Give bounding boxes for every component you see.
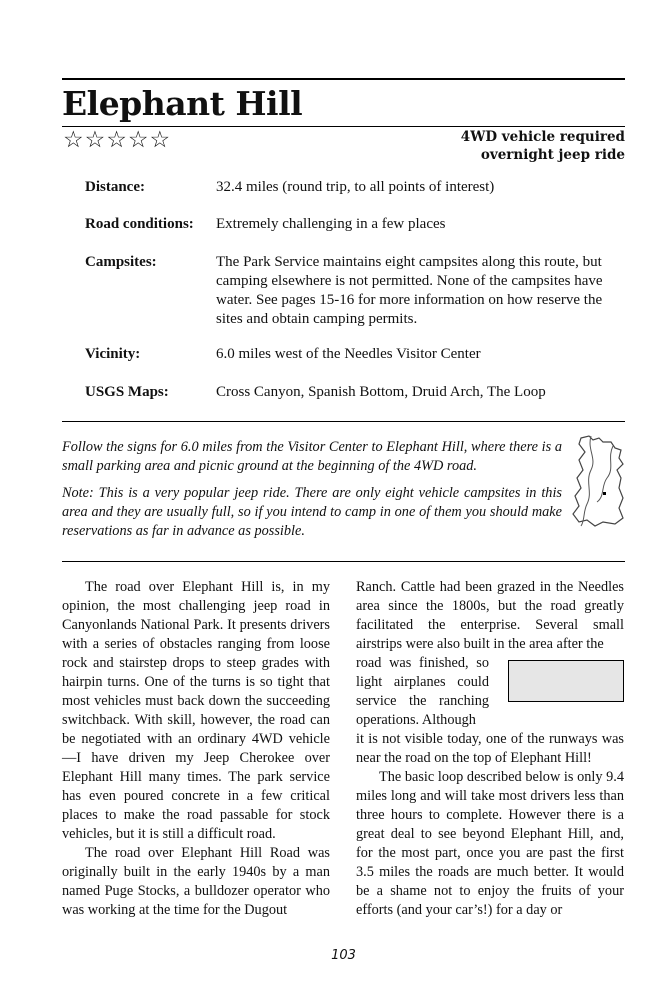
body-paragraph: The basic loop described below is only 9.4 miles long and will take most drivers less than three hours to complete. However there is a great deal to see beyond Elephant Hill, and, for the most part, once you are past the first 3.5 miles the roads are much better. It would be a shame not to enjoy the fruits of your efforts (and your car’s!) for a day or [356, 769, 624, 918]
body-text-wrapped [356, 654, 489, 730]
figure-placeholder [508, 660, 624, 702]
info-value: Cross Canyon, Spanish Bottom, Druid Arch, The Loop [216, 384, 546, 400]
requirement-line: 4WD vehicle required [460, 129, 625, 145]
note-text: Note: This is a very popular jeep ride. There are only eight vehicle campsites in this area and they are usually full, so if you intend to camp in one of them you should make reservations as far in advance as possible. [62, 485, 562, 539]
body-paragraph [356, 730, 624, 920]
locator-map-icon [567, 432, 627, 528]
body-paragraph: The road over Elephant Hill is, in my opinion, the most challenging jeep road in Canyonlands National Park. It presents drivers with a series of obstacles ranging from loose rock and stairstep drops to steep grades with hairpin turns. One of the turns is so tight that most vehicles must back down the succeeding switchback. With skill, however, the road can be negotiated with an ordinary 4WD vehicle—I have driven my Jeep Cherokee over Elephant Hill many times. The park service has even poured concrete in a few critical places to make the road passable for stock vehicles, but it is still a difficult road. [62, 579, 330, 842]
top-rule [62, 78, 625, 80]
body-column-left [62, 578, 330, 920]
star-rating: ☆☆☆☆☆ [63, 127, 172, 153]
body-paragraph: The road over Elephant Hill Road was originally built in the early 1940s by a man named Puge Stocks, a bulldozer operator who was working at the time for the Dugout [62, 845, 330, 918]
info-value: 6.0 miles west of the Needles Visitor Center [216, 346, 481, 362]
section-rule [62, 421, 625, 422]
info-label: Vicinity: [85, 346, 141, 362]
directions-note [62, 438, 562, 549]
directions-text: Follow the signs for 6.0 miles from the Visitor Center to Elephant Hill, where there is a small parking area and picnic ground at the beginning of the 4WD road. [62, 439, 562, 474]
page-title: Elephant Hill [62, 84, 303, 123]
body-text: it is not visible today, one of the runways was near the road on the top of Elephant Hill! [356, 731, 624, 766]
page [62, 0, 625, 1000]
info-value: 32.4 miles (round trip, to all points of interest) [216, 179, 495, 195]
info-value: The Park Service maintains eight campsites along this route, but camping elsewhere is not permitted. None of the campsites have water. See pages 15-16 for more information on how reserve the sites and obtain camping permits. [216, 254, 603, 327]
info-label: USGS Maps: [85, 384, 169, 400]
page-number: 103 [331, 948, 356, 963]
info-label: Campsites: [85, 254, 157, 270]
requirement-line: overnight jeep ride [480, 146, 625, 163]
body-paragraph [356, 578, 624, 654]
section-rule [62, 561, 625, 562]
body-text: road was finished, so light airplanes could service the ranching operations. Although [356, 655, 489, 728]
body-text: Ranch. Cattle had been grazed in the Needles area since the 1800s, but the road greatly facilitated the enterprise. Several small airstrips were also built in the area after the [356, 579, 624, 652]
info-label: Road conditions: [85, 216, 194, 232]
vehicle-requirements [461, 129, 625, 164]
info-value: Extremely challenging in a few places [216, 216, 446, 232]
info-label: Distance: [85, 179, 145, 195]
